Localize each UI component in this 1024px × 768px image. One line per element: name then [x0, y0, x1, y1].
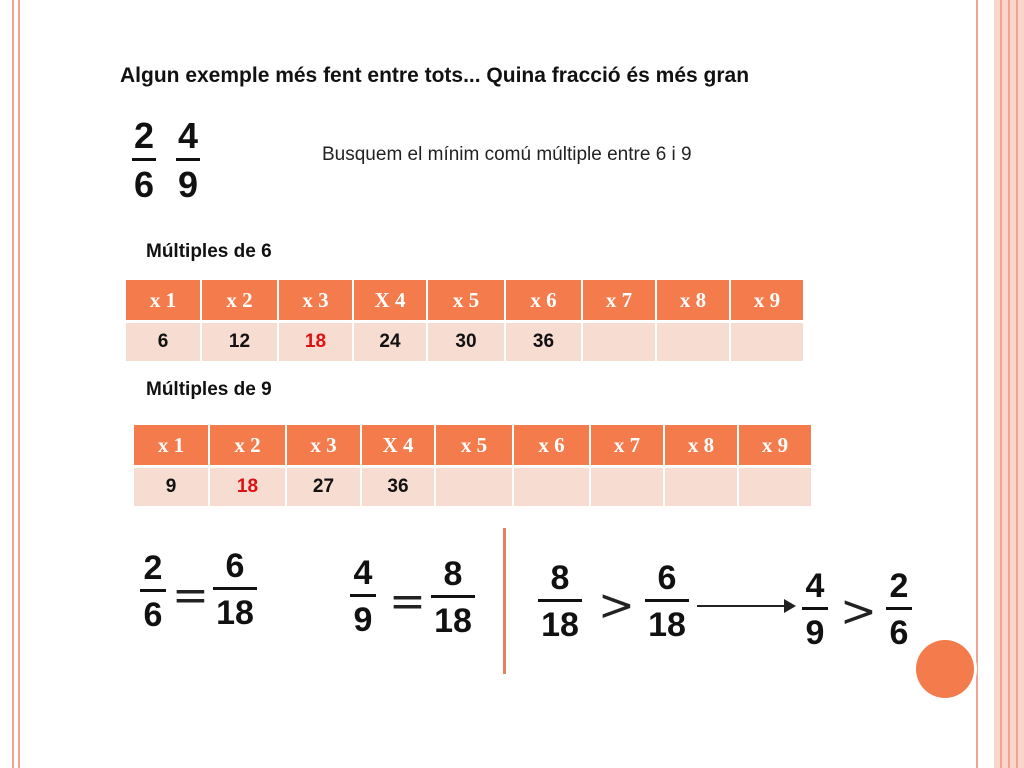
fraction-bar	[176, 158, 200, 161]
value-cell: 30	[428, 323, 504, 361]
slide-title: Algun exemple més fent entre tots... Quina fracció és més gran	[120, 64, 750, 87]
equals-sign: =	[389, 576, 426, 627]
numerator: 6	[225, 547, 245, 585]
header-row	[126, 280, 803, 320]
eq2-right-fraction	[431, 557, 475, 638]
right-decorative-bar	[994, 0, 1024, 768]
denominator: 6	[133, 164, 155, 205]
eq1-left-fraction	[140, 551, 166, 632]
value-cell	[514, 468, 589, 506]
header-cell: x 3	[287, 425, 360, 465]
value-cell-common-multiple: 18	[210, 468, 285, 506]
fraction-bar	[431, 595, 475, 598]
denominator: 18	[434, 602, 472, 640]
header-cell: X 4	[354, 280, 426, 320]
value-cell: 12	[202, 323, 277, 361]
value-cell: 6	[126, 323, 200, 361]
header-cell: x 8	[657, 280, 729, 320]
multiples-of-6-label: Múltiples de 6	[146, 241, 272, 262]
header-cell: x 1	[126, 280, 200, 320]
value-cell	[657, 323, 729, 361]
value-cell	[739, 468, 811, 506]
compare-right-fraction	[645, 561, 689, 642]
multiples-of-9-label: Múltiples de 9	[146, 379, 272, 400]
result-left-fraction	[802, 569, 828, 650]
value-cell: 36	[362, 468, 434, 506]
header-cell: x 6	[514, 425, 589, 465]
greater-than-sign: >	[840, 586, 877, 637]
fraction-bar	[140, 589, 166, 592]
header-cell: x 7	[591, 425, 663, 465]
numerator: 4	[177, 115, 199, 156]
numerator: 4	[353, 554, 373, 592]
numerator: 6	[657, 559, 677, 597]
eq1-right-fraction	[213, 549, 257, 630]
value-cell	[731, 323, 803, 361]
numerator: 2	[143, 549, 163, 587]
arrow-line	[697, 605, 792, 607]
value-cell	[665, 468, 737, 506]
compare-left-fraction	[538, 561, 582, 642]
denominator: 18	[648, 606, 686, 644]
right-border-line	[976, 0, 978, 768]
denominator: 6	[889, 614, 909, 652]
header-cell: x 9	[739, 425, 811, 465]
numerator: 2	[133, 115, 155, 156]
denominator: 9	[177, 164, 199, 205]
fraction-bar	[645, 599, 689, 602]
left-border-line	[12, 0, 14, 768]
denominator: 18	[216, 594, 254, 632]
header-cell: x 5	[428, 280, 504, 320]
fraction-bar	[802, 607, 828, 610]
numerator: 8	[443, 555, 463, 593]
header-cell: x 8	[665, 425, 737, 465]
value-cell	[583, 323, 655, 361]
multiples-of-9-table	[132, 425, 813, 506]
header-cell: x 2	[210, 425, 285, 465]
header-row	[134, 425, 811, 465]
eq2-left-fraction	[350, 556, 376, 637]
value-cell	[436, 468, 512, 506]
fraction-four-ninths	[176, 115, 200, 205]
denominator: 9	[805, 614, 825, 652]
greater-than-sign: >	[598, 580, 635, 631]
header-cell: x 2	[202, 280, 277, 320]
fraction-bar	[538, 599, 582, 602]
multiples-of-6-table	[124, 280, 805, 361]
vertical-divider	[503, 528, 506, 674]
arrow-right-icon	[784, 599, 796, 613]
header-cell: x 9	[731, 280, 803, 320]
fraction-bar	[213, 587, 257, 590]
value-cell: 27	[287, 468, 360, 506]
decorative-circle	[916, 640, 974, 698]
left-border-line-inner	[18, 0, 20, 768]
denominator: 18	[541, 606, 579, 644]
denominator: 9	[353, 601, 373, 639]
value-cell	[591, 468, 663, 506]
numerator: 8	[550, 559, 570, 597]
numerator: 4	[805, 567, 825, 605]
fraction-two-sixths	[132, 115, 156, 205]
denominator: 6	[143, 596, 163, 634]
header-cell: x 6	[506, 280, 581, 320]
header-cell: X 4	[362, 425, 434, 465]
header-cell: x 1	[134, 425, 208, 465]
value-cell: 24	[354, 323, 426, 361]
lcm-instruction: Busquem el mínim comú múltiple entre 6 i 9	[322, 144, 692, 165]
fraction-bar	[132, 158, 156, 161]
value-cell: 9	[134, 468, 208, 506]
header-cell: x 7	[583, 280, 655, 320]
values-row	[134, 468, 811, 506]
values-row	[126, 323, 803, 361]
value-cell: 36	[506, 323, 581, 361]
fraction-bar	[350, 594, 376, 597]
value-cell-common-multiple: 18	[279, 323, 352, 361]
result-right-fraction	[886, 569, 912, 650]
fraction-bar	[886, 607, 912, 610]
numerator: 2	[889, 567, 909, 605]
header-cell: x 5	[436, 425, 512, 465]
header-cell: x 3	[279, 280, 352, 320]
equals-sign: =	[172, 570, 209, 621]
